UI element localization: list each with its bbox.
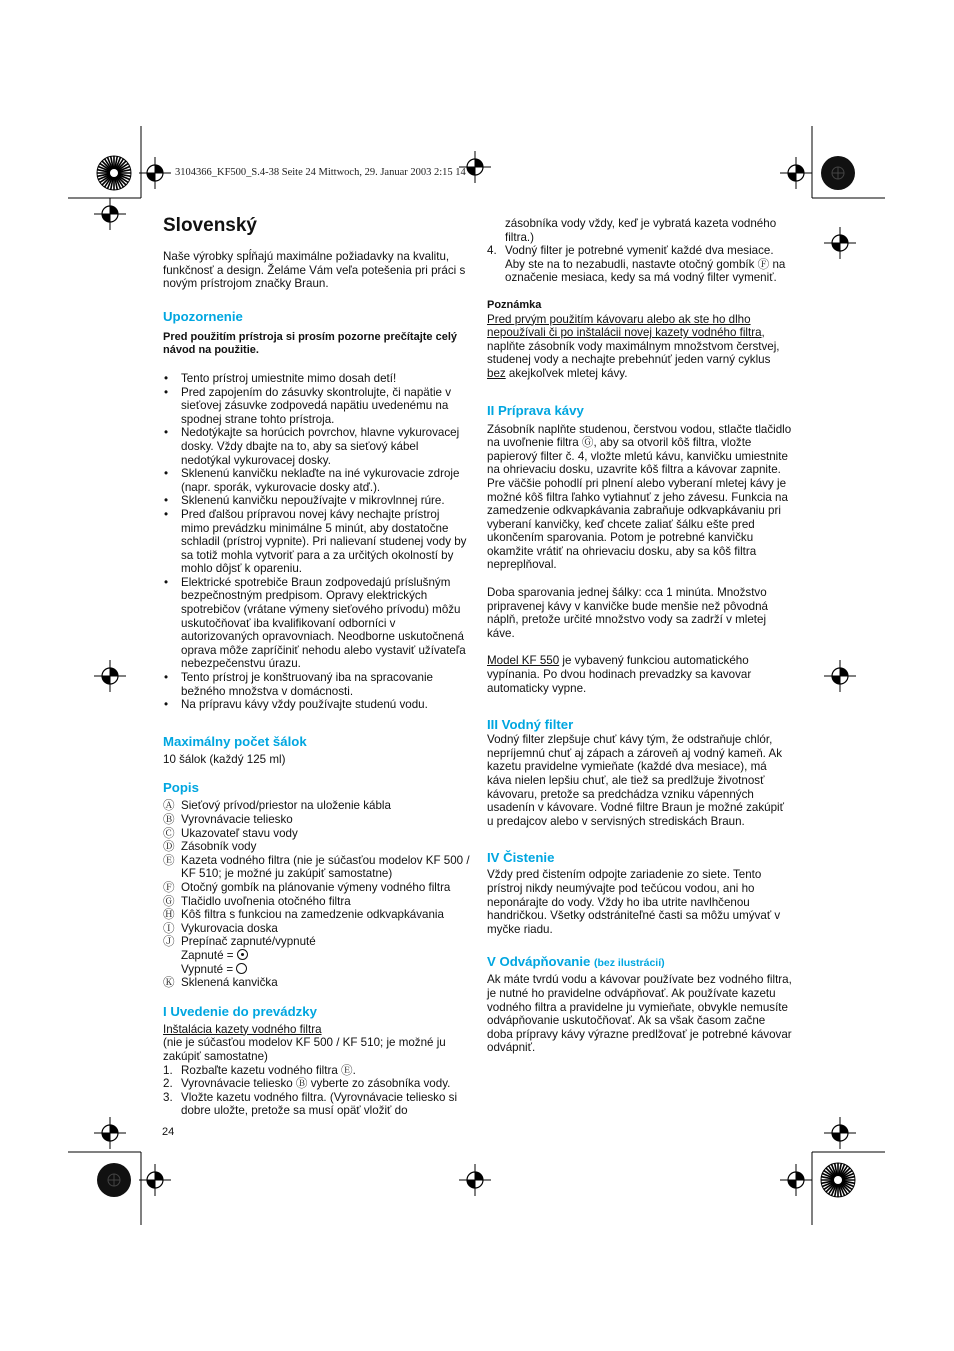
list-item: • Sklenenú kanvičku neklaďte na iné vykurovacie zdroje (napr. sporák, vykurovacie dosky atď.). [163, 467, 471, 494]
warning-heading: Upozornenie [163, 308, 243, 324]
brewing-text: Zásobník naplňte studenou, čerstvou vodou, stlačte tlačidlo na uvoľnenie filtra Ⓖ, aby sa otvoril kôš filtra, vložte papierový filter č. 4, vložte mletú kávu, kanvičku umiestnite na ohrievaciu dosku, uzavrite kôš filtra a kávovar zapnite. Pre väčšie pohodlí pri plnení alebo vyberaní mletej kávy je možné kôš filtra ľahko vytiahnuť z jeho závesu. Funkcia na zamedzenie odkvapkávania zabraňuje odkvapkávaniu pri vyberaní kanvičky, keď chcete zaliať šálku ešte pred ukončením sparovania. Potom je potrebné kanvičku okamžite vrátiť na ohrievaciu dosku, aby sa kôš filtra nepreplňoval. [487, 422, 792, 572]
water-filter-text: Vodný filter zlepšuje chuť kávy tým, že odstraňuje chlór, nepríjemnú chuť aj zápach a zároveň aj vodný kameň. Ak kazetu pravidelne vymieňate (každé dva mesiace), má káva nielen lepšiu chuť, ale tiež sa predlžuje životnosť kávovaru, pretože sa predchádza vzniku vápenných usadenín v kávovare. Vodné filtre Braun je možné zakúpiť u predajcov alebo v servisných strediskách Braun. [487, 733, 784, 828]
list-item: • Elektrické spotrebiče Braun zodpovedajú príslušným bezpečnostným predpisom. Opravy elektrických spotrebičov (vrátane výmeny sieťového prívodu) môžu uskutočňovať iba kvalifikovaní odborníci v autorizovaných opravovniach. Neodborne uskutočnená oprava môže zapríčiniť nehodu alebo vystaviť užívateľa nebezpečenstvu úrazu. [163, 576, 471, 671]
warning-lead: Pred použitím prístroja si prosím pozorne prečítajte celý návod na použitie. [163, 330, 458, 357]
list-item: Ⓚ Sklenená kanvička [163, 976, 278, 990]
list-item: 3. Vložte kazetu vodného filtra. (Vyrovnávacie teliesko si dobre uložte, pretože sa musí opäť vložiť do [163, 1090, 458, 1118]
list-item: • Tento prístroj umiestnite mimo dosah detí! [163, 372, 471, 386]
print-header: 3104366_KF500_S.4-38 Seite 24 Mittwoch, 29. Januar 2003 2:15 14 [175, 167, 466, 178]
right-column [487, 217, 792, 1055]
water-filter-heading: III Vodný filter [487, 717, 574, 733]
note-text: Pred prvým použitím kávovaru alebo ak ste ho dlho nepoužívali či po inštalácii novej kazety vodného filtra, naplňte zásobník vody maximálnym množstvom čerstvej, studenej vody a nechajte prebehnúť jeden varný cyklus bez akejkoľvek mletej kávy. [487, 312, 780, 380]
brewing-time-text: Doba sparovania jednej šálky: cca 1 minúta. Množstvo pripravenej kávy v kanvičke bude menšie než pôvodná náplň, pretože určité množstvo vody sa zadrží v mletej káve. [487, 586, 768, 640]
list-item: • Nedotýkajte sa horúcich povrchov, hlavne vykurovacej dosky. Vždy dbajte na to, aby sa sieťový kábel nedotýkal vykurovacej dosky. [163, 426, 471, 467]
page-number: 24 [162, 1126, 175, 1138]
list-item: Ⓗ Kôš filtra s funkciou na zamedzenie odkvapkávania [163, 908, 444, 922]
list-item: Ⓙ Prepínač zapnuté/vypnuté [163, 935, 316, 949]
cleaning-text: Vždy pred čistením odpojte zariadenie zo siete. Tento prístroj nikdy neumývajte pod tečúcou vodou, ani ho neponárajte do vody. Vždy ho iba utrite navlhčenou handričkou. Všetky odstrániteľné časti sa môžu umývať v myčke riadu. [487, 868, 781, 936]
note-heading: Poznámka [487, 298, 542, 311]
list-item: 1. Rozbaľte kazetu vodného filtra Ⓔ. [163, 1063, 356, 1077]
power-off-icon [236, 963, 247, 974]
part-letter: Ⓘ [163, 921, 175, 935]
capacity-heading: Maximálny počet šálok [163, 733, 307, 749]
intro-text: Naše výrobky spĺňajú maximálne požiadavky na kvalitu, funkčnosť a design. Želáme Vám veľa potešenia pri práci s novým prístrojom značky Braun. [163, 250, 466, 291]
list-item: Ⓒ Ukazovateľ stavu vody [163, 826, 298, 840]
list-item: • Na prípravu kávy vždy používajte studenú vodu. [163, 698, 471, 712]
switch-on-row: Zapnuté = [163, 949, 471, 963]
brewing-heading: II Príprava kávy [487, 402, 584, 418]
part-letter: Ⓙ [163, 935, 175, 949]
description-heading: Popis [163, 780, 199, 796]
list-item: Ⓐ Sieťový prívod/priestor na uloženie kábla [163, 799, 391, 813]
list-item: Ⓘ Vykurovacia doska [163, 921, 278, 935]
list-item: Ⓓ Zásobník vody [163, 840, 257, 854]
list-item: Ⓕ Otočný gombík na plánovanie výmeny vodného filtra [163, 880, 451, 894]
part-letter: Ⓒ [163, 826, 175, 840]
list-item: Ⓑ Vyrovnávacie teliesko [163, 813, 293, 826]
page-title: Slovenský [163, 215, 257, 236]
part-letter: Ⓐ [163, 799, 175, 813]
operation-subheading: Inštalácia kazety vodného filtra [163, 1022, 322, 1036]
warning-list [163, 372, 471, 712]
list-item: • Pred ďalšou prípravou novej kávy nechajte prístroj mimo prevádzku minimálne 5 minút, aby dostatočne schladil (prístroj vypnite). Pri nalievaní studenej vody by sa totiž mohla vytvoriť para a za určitých okolností by mohlo dôjsť k opareniu. [163, 508, 471, 576]
part-letter: Ⓗ [163, 908, 175, 922]
switch-off-row: Vypnuté = [163, 963, 471, 977]
operation-steps [163, 1064, 471, 1118]
cleaning-heading: IV Čistenie [487, 850, 555, 866]
part-letter: Ⓑ [163, 813, 175, 826]
capacity-text: 10 šálok (každý 125 ml) [163, 752, 286, 766]
list-item: • Pred zapojením do zásuvky skontrolujte, či napätie v sieťovej zásuvke zodpovedá napätiu uvedenému na spodnej strane tohto prístroja. [163, 386, 471, 427]
operation-heading: I Uvedenie do prevádzky [163, 1003, 317, 1019]
operation-note: (nie je súčasťou modelov KF 500 / KF 510; je možné ju zakúpiť samostatne) [163, 1036, 446, 1063]
list-item: 2. Vyrovnávacie teliesko Ⓑ vyberte zo zásobníka vody. [163, 1077, 451, 1091]
descaling-text: Ak máte tvrdú vodu a kávovar používate bez vodného filtra, je nutné ho pravidelne odvápňovať. Ak používate kazetu vodného filtra a pravidelne ju vymieňate, obvykle nemusíte odvápňovanie uskutočňovať. Ak sa však časom začne doba prípravy kávy výrazne predlžovať je potrebné kávovar odvápniť. [487, 973, 792, 1055]
part-letter: Ⓓ [163, 840, 175, 854]
left-column [163, 214, 471, 1118]
list-item: Ⓖ Tlačidlo uvoľnenia otočného filtra [163, 894, 351, 908]
part-letter: Ⓖ [163, 894, 175, 908]
descaling-heading: V Odvápňovanie (bez ilustrácií) [487, 954, 665, 970]
list-item: • Sklenenú kanvičku nepoužívajte v mikrovlnnej rúre. [163, 494, 471, 508]
part-letter: Ⓕ [163, 880, 175, 894]
list-item: zásobníka vody vždy, keď je vybratá kazeta vodného filtra.) [505, 217, 777, 244]
part-letter: Ⓚ [163, 976, 175, 990]
list-item: 4. Vodný filter je potrebné vymeniť každé dva mesiace. Aby ste na to nezabudli, nastavte otočný gombík Ⓕ na označenie mesiaca, kedy sa má vodný filter vymeniť. [487, 244, 786, 285]
list-item: • Tento prístroj je konštruovaný iba na spracovanie bežného množstva v domácnosti. [163, 671, 471, 698]
power-on-icon [237, 949, 248, 960]
auto-off-text: Model KF 550 je vybavený funkciou automatického vypínania. Po dvou hodinach prevadzky sa kavovar automaticky vypne. [487, 654, 752, 695]
parts-list [163, 799, 471, 989]
part-letter: Ⓔ [163, 853, 175, 867]
list-item: Ⓔ Kazeta vodného filtra (nie je súčasťou modelov KF 500 / KF 510; je možné ju zakúpiť samostatne) [163, 853, 470, 881]
